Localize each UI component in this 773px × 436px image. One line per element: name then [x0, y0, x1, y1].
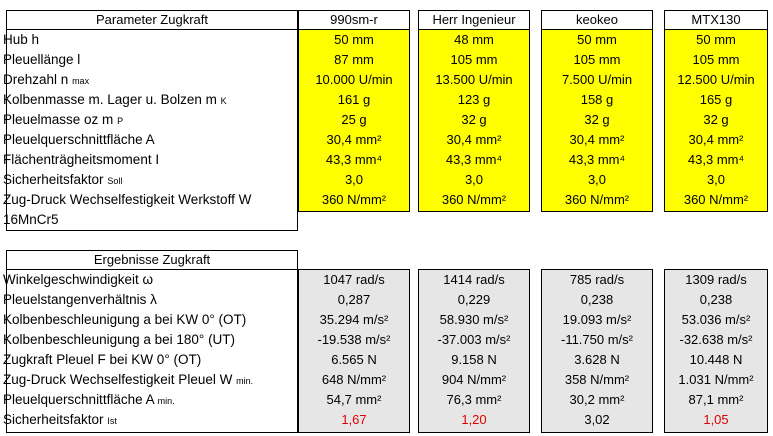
top-value-r4-c2: 32 g — [584, 112, 610, 127]
top-value-r8-c1: 360 N/mm² — [441, 192, 507, 207]
top-value-r7-c3: 3,0 — [706, 172, 726, 187]
row-label-subscript: Ist — [107, 416, 117, 426]
row-label-text: Winkelgeschwindigkeit ω — [3, 272, 154, 287]
row-label-text: Pleuelmasse oz m — [3, 112, 114, 127]
top-value-r3-c3: 165 g — [699, 92, 733, 107]
bottom-value-r6-c0: 54,7 mm² — [326, 392, 382, 407]
top-value-r1-c1: 105 mm — [450, 52, 498, 67]
bottom-value-r0-c1: 1414 rad/s — [443, 272, 505, 287]
column-header-990sm-r: 990sm-r — [298, 10, 410, 30]
bottom-value-r2-c0: 35.294 m/s² — [319, 312, 389, 327]
top-row-label-6 — [3, 150, 159, 170]
bottom-value-r4-c0: 6.565 N — [331, 352, 377, 367]
row-label-text: Hub h — [3, 32, 40, 47]
top-value-r3-c0: 161 g — [337, 92, 371, 107]
top-value-r8-c3: 360 N/mm² — [683, 192, 749, 207]
row-label-text: Kolbenbeschleunigung a bei 180° (UT) — [3, 332, 236, 347]
top-value-r2-c3: 12.500 U/min — [677, 72, 755, 87]
top-row-label-5 — [3, 130, 155, 150]
bottom-value-r3-c0: -19.538 m/s² — [317, 332, 391, 347]
bottom-value-r4-c2: 3.628 N — [574, 352, 620, 367]
top-value-r2-c0: 10.000 U/min — [315, 72, 393, 87]
row-label-text: Drehzahl n — [3, 72, 69, 87]
top-value-r3-c2: 158 g — [580, 92, 614, 107]
top-value-r2-c2: 7.500 U/min — [561, 72, 633, 87]
top-value-r1-c3: 105 mm — [692, 52, 740, 67]
top-value-r6-c2: 43,3 mm⁴ — [568, 152, 626, 167]
bottom-value-r2-c3: 53.036 m/s² — [681, 312, 751, 327]
bottom-value-r7-c1: 1,20 — [461, 412, 487, 427]
column-header-keokeo: keokeo — [541, 10, 653, 30]
top-value-r5-c0: 30,4 mm² — [326, 132, 382, 147]
bottom-value-r6-c2: 30,2 mm² — [569, 392, 625, 407]
top-row-label-1 — [3, 50, 80, 70]
bottom-value-r5-c0: 648 N/mm² — [321, 372, 387, 387]
bottom-value-r0-c2: 785 rad/s — [569, 272, 625, 287]
top-value-r7-c0: 3,0 — [344, 172, 364, 187]
top-value-r1-c2: 105 mm — [573, 52, 621, 67]
top-value-r1-c0: 87 mm — [334, 52, 374, 67]
row-label-subscript: max — [72, 76, 90, 86]
top-row-label-7 — [3, 170, 122, 190]
top-value-r5-c2: 30,4 mm² — [569, 132, 625, 147]
bottom-row-label-0 — [3, 270, 153, 290]
bottom-value-r7-c3: 1,05 — [703, 412, 729, 427]
bottom-row-label-1 — [3, 290, 157, 310]
bottom-value-r5-c2: 358 N/mm² — [564, 372, 630, 387]
row-label-subscript: min. — [157, 396, 175, 406]
row-label-text: Zug-Druck Wechselfestigkeit Werkstoff W 16MnCr5 — [3, 192, 252, 227]
top-value-r0-c2: 50 mm — [577, 32, 617, 47]
row-label-subscript: K — [220, 96, 227, 106]
bottom-row-label-7 — [3, 410, 117, 430]
top-value-r0-c3: 50 mm — [696, 32, 736, 47]
row-label-text: Zugkraft Pleuel F bei KW 0° (OT) — [3, 352, 202, 367]
top-value-r8-c2: 360 N/mm² — [564, 192, 630, 207]
top-value-r7-c2: 3,0 — [587, 172, 607, 187]
bottom-value-r1-c3: 0,238 — [699, 292, 733, 307]
top-value-r5-c1: 30,4 mm² — [446, 132, 502, 147]
bottom-value-r1-c2: 0,238 — [580, 292, 614, 307]
bottom-value-r6-c3: 87,1 mm² — [688, 392, 744, 407]
bottom-value-r5-c1: 904 N/mm² — [441, 372, 507, 387]
row-label-text: Flächenträgheitsmoment I — [3, 152, 160, 167]
top-value-r7-c1: 3,0 — [464, 172, 484, 187]
top-value-r0-c1: 48 mm — [454, 32, 494, 47]
column-header-mtx130: MTX130 — [664, 10, 768, 30]
bottom-value-r4-c3: 10.448 N — [689, 352, 743, 367]
top-row-label-4 — [3, 110, 123, 130]
top-value-r5-c3: 30,4 mm² — [688, 132, 744, 147]
top-row-label-0 — [3, 30, 39, 50]
row-label-text: Pleuelstangenverhältnis λ — [3, 292, 157, 307]
bottom-value-r3-c2: -11.750 m/s² — [560, 332, 633, 347]
bottom-row-label-5 — [3, 370, 253, 390]
bottom-value-r3-c1: -37.003 m/s² — [437, 332, 511, 347]
top-value-r0-c0: 50 mm — [334, 32, 374, 47]
row-label-text: Kolbenmasse m. Lager u. Bolzen m — [3, 92, 217, 107]
bottom-value-r2-c1: 58.930 m/s² — [439, 312, 509, 327]
bottom-value-r6-c1: 76,3 mm² — [446, 392, 502, 407]
row-label-text: Zug-Druck Wechselfestigkeit Pleuel W — [3, 372, 233, 387]
bottom-value-r0-c0: 1047 rad/s — [323, 272, 385, 287]
top-row-label-2 — [3, 70, 89, 90]
top-value-r2-c1: 13.500 U/min — [435, 72, 513, 87]
bottom-value-r0-c3: 1309 rad/s — [685, 272, 747, 287]
top-value-r4-c1: 32 g — [461, 112, 487, 127]
top-row-label-8 — [3, 190, 293, 230]
row-label-subscript: Soll — [107, 176, 123, 186]
row-label-text: Sicherheitsfaktor — [3, 172, 104, 187]
row-label-text: Pleuelquerschnittfläche A — [3, 132, 155, 147]
bottom-row-label-2 — [3, 310, 246, 330]
top-value-r4-c3: 32 g — [703, 112, 729, 127]
row-label-text: Pleuellänge l — [3, 52, 81, 67]
header-parameter-zugkraft: Parameter Zugkraft — [6, 10, 298, 30]
top-value-r6-c3: 43,3 mm⁴ — [687, 152, 745, 167]
bottom-value-r7-c0: 1,67 — [341, 412, 367, 427]
top-value-r6-c0: 43,3 mm⁴ — [325, 152, 383, 167]
row-label-text: Sicherheitsfaktor — [3, 412, 104, 427]
bottom-value-r3-c3: -32.638 m/s² — [679, 332, 753, 347]
bottom-row-label-3 — [3, 330, 235, 350]
row-label-text: Kolbenbeschleunigung a bei KW 0° (OT) — [3, 312, 247, 327]
header-ergebnisse-zugkraft: Ergebnisse Zugkraft — [6, 250, 298, 270]
top-value-r6-c1: 43,3 mm⁴ — [445, 152, 503, 167]
top-row-label-3 — [3, 90, 227, 110]
top-value-r8-c0: 360 N/mm² — [321, 192, 387, 207]
bottom-value-r2-c2: 19.093 m/s² — [562, 312, 632, 327]
bottom-row-label-4 — [3, 350, 201, 370]
row-label-subscript: P — [117, 116, 124, 126]
row-label-subscript: min. — [236, 376, 254, 386]
bottom-row-label-6 — [3, 390, 175, 410]
bottom-value-r4-c1: 9.158 N — [451, 352, 497, 367]
bottom-value-r7-c2: 3,02 — [584, 412, 610, 427]
bottom-value-r5-c3: 1.031 N/mm² — [678, 372, 754, 387]
bottom-value-r1-c1: 0,229 — [457, 292, 491, 307]
bottom-value-r1-c0: 0,287 — [337, 292, 371, 307]
column-header-herr-ingenieur: Herr Ingenieur — [418, 10, 530, 30]
top-value-r4-c0: 25 g — [341, 112, 367, 127]
top-value-r3-c1: 123 g — [457, 92, 491, 107]
row-label-text: Pleuelquerschnittfläche A — [3, 392, 154, 407]
